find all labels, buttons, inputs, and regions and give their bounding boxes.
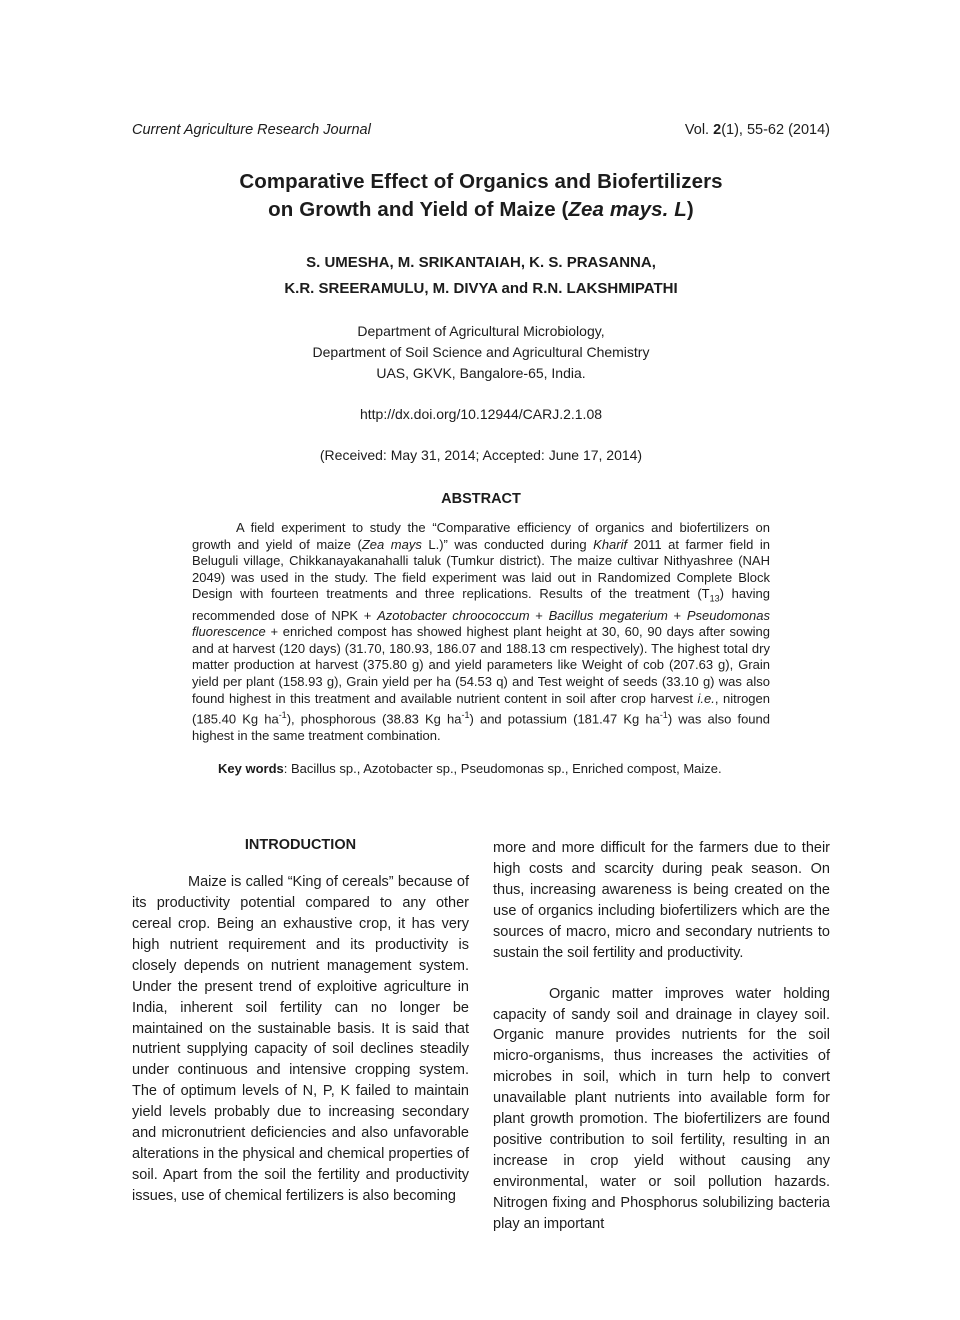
right-column	[493, 837, 830, 1234]
author-line-2: K.R. SREERAMULU, M. DIVYA and R.N. LAKSHMIPATHI	[284, 280, 678, 297]
introduction-paragraph-right-2: Organic matter improves water holding capacity of sandy soil and drainage in clayey soil. Organic manure provides nutrients for the soil micro-organisms, thus increases the activities of microbes in soil, which in turn help to convert unavailable plant nutrients into available form for plant growth promotion. The biofertilizers are found positive contribution to soil fertility, resulting in an increase in crop yield without causing any environmental, water or soil pollution hazards. Nitrogen fixing and Phosphorus solubilizing bacteria play an important	[493, 985, 830, 1232]
running-header	[132, 122, 830, 138]
keywords-line: Key words: Bacillus sp., Azotobacter sp., Pseudomonas sp., Enriched compost, Maize.	[218, 760, 722, 776]
two-column-body	[132, 837, 830, 1234]
introduction-paragraph-right-1: more and more difficult for the farmers due to their high costs and scarcity during peak season. On thus, increasing awareness is being created on the use of organics including biofertilizers which are the sources of macro, micro and secondary nutrients to sustain the soil fertility and productivity.	[493, 840, 830, 961]
author-line-1: S. UMESHA, M. SRIKANTAIAH, K. S. PRASANNA,	[306, 254, 656, 271]
author-list	[132, 250, 830, 302]
introduction-paragraph-left: Maize is called “King of cereals” because of its productivity potential compared to any other cereal crop. Being an exhaustive crop, it has very high nutrient requirement and its productivity is closely depends on nutrient management system. Under the present trend of exploitive agriculture in India, inherent soil fertility can no longer be maintained on the sustainable basis. It is said that nutrient supplying capacity of soil declines steadily under continuous and intensive cropping system. The of optimum levels of N, P, K failed to maintain yield levels probably due to increasing secondary and micronutrient deficiencies and also unfavorable alterations in the physical and chemical properties of soil. Apart from the soil the fertility and productivity issues, use of chemical fertilizers is also becoming	[132, 874, 469, 1204]
received-accepted-dates: (Received: May 31, 2014; Accepted: June 17, 2014)	[319, 447, 643, 463]
title-line-1: Comparative Effect of Organics and Biofertilizers	[239, 170, 723, 193]
abstract-heading: ABSTRACT	[441, 491, 521, 507]
doi-text: http://dx.doi.org/10.12944/CARJ.2.1.08	[359, 406, 603, 422]
affiliation-line-1: Department of Agricultural Microbiology,	[357, 323, 605, 339]
affiliation-line-3: UAS, GKVK, Bangalore-65, India.	[376, 365, 586, 381]
affiliation-line-2: Department of Soil Science and Agricultural Chemistry	[312, 344, 650, 360]
title-line-2: on Growth and Yield of Maize (Zea mays. L)	[268, 198, 694, 221]
volume-issue: Vol. 2(1), 55-62 (2014)	[684, 122, 830, 138]
page-title	[132, 168, 830, 224]
introduction-heading: INTRODUCTION	[244, 837, 357, 854]
affiliation-block	[132, 321, 830, 384]
abstract-text: A field experiment to study the “Comparative efficiency of organics and biofertilizers on growth and yield of maize (Zea mays L.)” was conducted during Kharif 2011 at farmer field in Beluguli village, Chikkanayakanahalli taluk (Tumkur district). The maize cultivar Nithyashree (NAH 2049) was used in the study. The field experiment was laid out in Randomized Complete Block Design with fourteen treatments and three replications. Results of the treatment $(T_{13})$ having recommended dose of NPK + Azotobacter chroococcum + Bacillus megaterium + Pseudomonas fluorescence + enriched compost has showed highest plant height at 30, 60, 90 days after sowing and at harvest (120 days) (31.70, 180.93, 186.07 and 188.13 cm respectively). The highest total dry matter production at harvest (375.80 g) and yield parameters like Weight of cob (207.63 g), Grain yield per plant (158.93 g), Grain yield per ha (54.53 q) and Test weight of seeds (33.10 g) was also found highest in this treatment and available nutrient content in soil after crop harvest i.e., nitrogen (185.40 Kg $ha^{-1}$), phosphorous (38.83 Kg $ha^{-1}$) and potassium (181.47 Kg $ha^{-1}$) was also found highest in the same treatment combination.	[192, 520, 771, 744]
left-column	[132, 837, 469, 1234]
journal-name: Current Agriculture Research Journal	[132, 122, 371, 138]
